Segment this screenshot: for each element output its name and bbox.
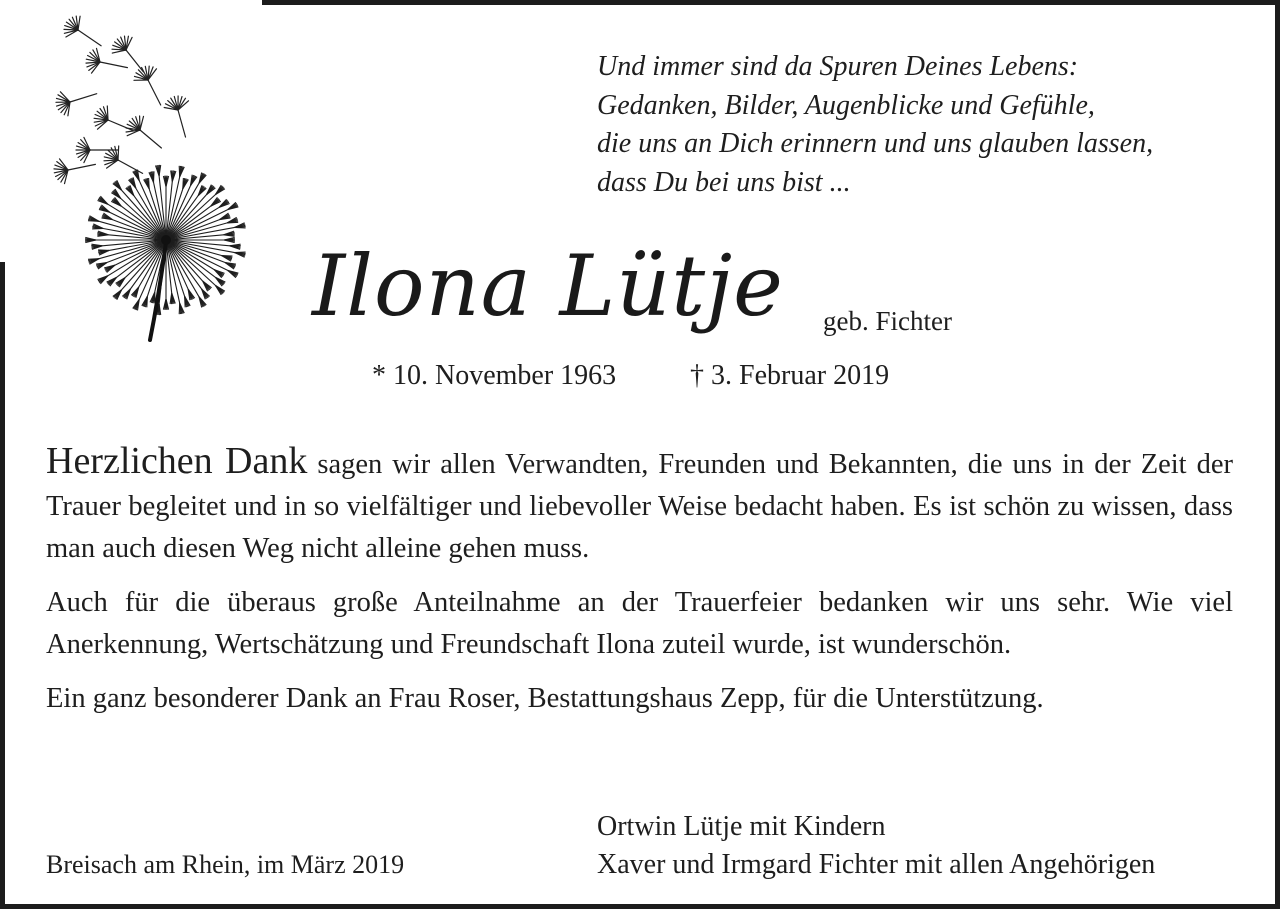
thanks-paragraph-2: Auch für die überaus große Anteilnahme an der Trauerfeier bedanken wir uns sehr. Wie viel Anerkennung, Wertschätzung und Freundschaft Ilona zuteil wurde, ist wunderschön. xyxy=(46,587,1233,660)
thanks-lead: Herzlichen Dank xyxy=(46,440,308,482)
poem-line: dass Du bei uns bist ... xyxy=(597,166,851,198)
thanks-paragraph-1-text: sagen wir allen Verwandten, Freunden und Bekannten, die uns in der Zeit der Trauer begleitet und in so vielfältiger und liebevoller Weise bedacht haben. Es ist schön zu wissen, dass man auch diesen Weg nicht alleine gehen muss. xyxy=(46,449,1233,564)
death-date: † 3. Februar 2019 xyxy=(690,360,890,391)
signers xyxy=(597,808,1155,884)
dandelion-icon xyxy=(48,10,258,350)
signer: Ortwin Lütje mit Kindern xyxy=(597,811,886,842)
signer: Xaver und Irmgard Fichter mit allen Angehörigen xyxy=(597,849,1156,880)
thanks-paragraph-3: Ein ganz besonderer Dank an Frau Roser, Bestattungshaus Zepp, für die Unterstützung. xyxy=(46,683,1044,714)
poem-line: Gedanken, Bilder, Augenblicke und Gefühle, xyxy=(597,89,1095,121)
poem xyxy=(597,48,1257,202)
place-date: Breisach am Rhein, im März 2019 xyxy=(46,850,405,879)
maiden-name: geb. Fichter xyxy=(823,306,952,336)
thanks-message xyxy=(46,440,1233,732)
poem-line: Und immer sind da Spuren Deines Lebens: xyxy=(597,51,1079,82)
deceased-name: Ilona Lütje xyxy=(312,237,784,335)
birth-date: * 10. November 1963 xyxy=(372,360,617,391)
poem-line: die uns an Dich erinnern und uns glauben lassen, xyxy=(597,128,1154,159)
thanks-paragraph-1 xyxy=(46,440,1233,570)
